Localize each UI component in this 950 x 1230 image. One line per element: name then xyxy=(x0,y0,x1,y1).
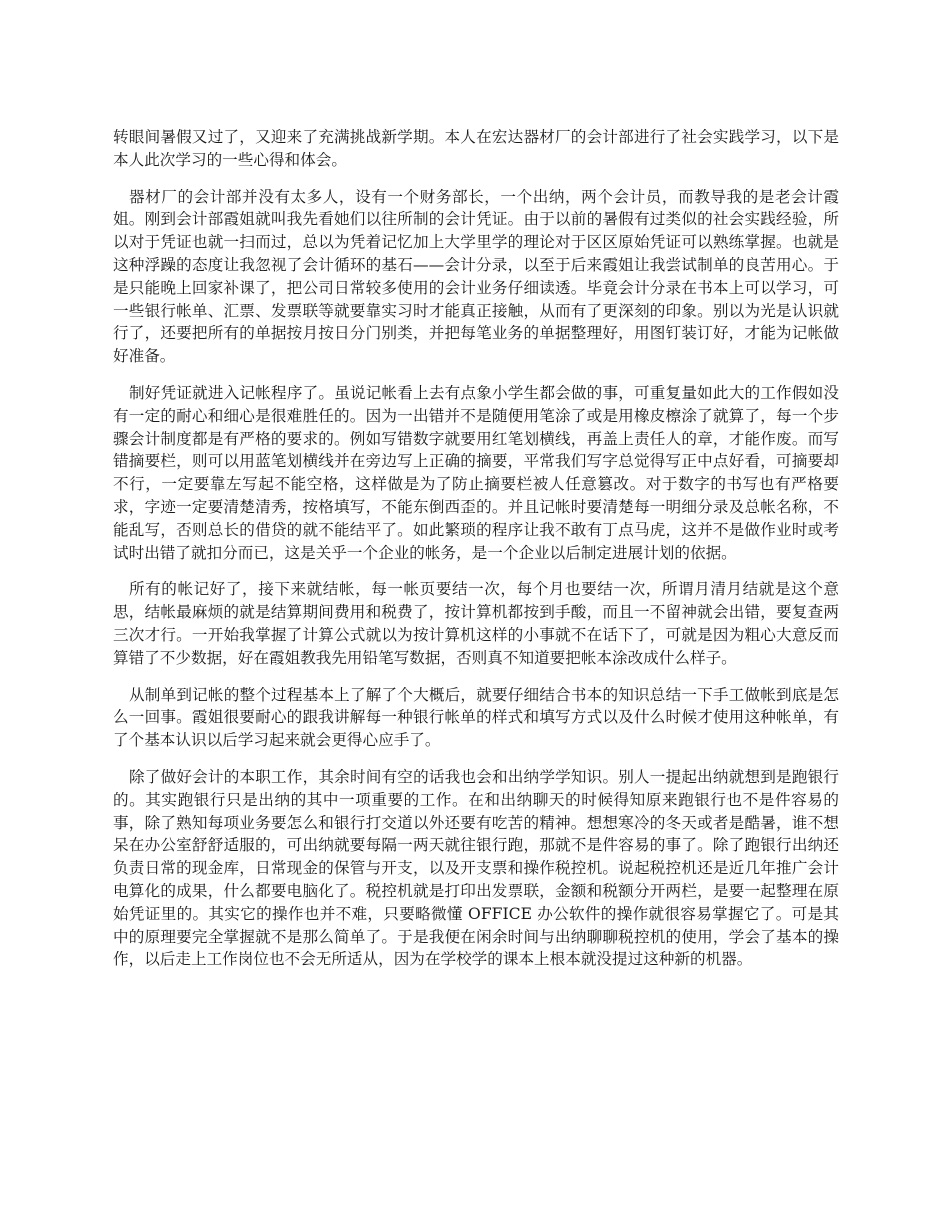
paragraph-closing-accounts: 所有的帐记好了，接下来就结帐，每一帐页要结一次，每个月也要结一次，所谓月清月结就是这个意思，结帐最麻烦的就是结算期间费用和税费了，按计算机都按到手酸，而且一不留神就会出错，要复查两三次才行。一开始我掌握了计算公式就以为按计算机这样的小事就不在话下了，可就是因为粗心大意反而算错了不少数据，好在霞姐教我先用铅笔写数据，否则真不知道要把帐本涂改成什么样子。 xyxy=(113,580,839,667)
document-body xyxy=(113,126,839,985)
paragraph-bookkeeping: 制好凭证就进入记帐程序了。虽说记帐看上去有点象小学生都会做的事，可重复量如此大的工作假如没有一定的耐心和细心是很难胜任的。因为一出错并不是随便用笔涂了或是用橡皮檫涂了就算了，每一个步骤会计制度都是有严格的要求的。例如写错数字就要用红笔划横线，再盖上责任人的章，才能作废。而写错摘要栏，则可以用蓝笔划横线并在旁边写上正确的摘要，平常我们写字总觉得写正中点好看，可摘要却不行，一定要靠左写起不能空格，这样做是为了防止摘要栏被人任意篡改。对于数字的书写也有严格要求，字迹一定要清楚清秀，按格填写，不能东倒西歪的。并且记帐时要清楚每一明细分录及总帐名称，不能乱写，否则总长的借贷的就不能结平了。如此繁琐的程序让我不敢有丁点马虎，这并不是做作业时或考试时出错了就扣分而已，这是关乎一个企业的帐务，是一个企业以后制定进展计划的依据。 xyxy=(113,383,839,562)
paragraph-cashier: 除了做好会计的本职工作，其余时间有空的话我也会和出纳学学知识。别人一提起出纳就想到是跑银行的。其实跑银行只是出纳的其中一项重要的工作。在和出纳聊天的时候得知原来跑银行也不是件容易的事，除了熟知每项业务要怎么和银行打交道以外还要有吃苦的精神。想想寒冷的冬天或者是酷暑，谁不想呆在办公室舒舒适服的，可出纳就要每隔一两天就往银行跑，那就不是件容易的事了。除了跑银行出纳还负责日常的现金库，日常现金的保管与开支，以及开支票和操作税控机。说起税控机还是近几年推广会计电算化的成果，什么都要电脑化了。税控机就是打印出发票联，金额和税额分开两栏，是要一起整理在原始凭证里的。其实它的操作也并不难，只要略微懂 OFFICE 办公软件的操作就很容易掌握它了。可是其中的原理要完全掌握就不是那么简单了。于是我便在闲余时间与出纳聊聊税控机的使用，学会了基本的操作，以后走上工作岗位也不会无所适从，因为在学校学的课本上根本就没提过这种新的机器。 xyxy=(113,767,839,969)
paragraph-summary: 从制单到记帐的整个过程基本上了解了个大概后，就要仔细结合书本的知识总结一下手工做帐到底是怎么一回事。霞姐很要耐心的跟我讲解每一种银行帐单的样式和填写方式以及什么时候才使用这种帐单，有了个基本认识以后学习起来就会更得心应手了。 xyxy=(113,685,839,750)
paragraph-intro: 转眼间暑假又过了，又迎来了充满挑战新学期。本人在宏达器材厂的会计部进行了社会实践学习，以下是本人此次学习的一些心得和体会。 xyxy=(113,128,839,169)
paragraph-accounting-department: 器材厂的会计部并没有太多人，设有一个财务部长，一个出纳，两个会计员，而教导我的是老会计霞姐。刚到会计部霞姐就叫我先看她们以往所制的会计凭证。由于以前的暑假有过类似的社会实践经验，所以对于凭证也就一扫而过，总以为凭着记忆加上大学里学的理论对于区区原始凭证可以熟练掌握。也就是这种浮躁的态度让我忽视了会计循环的基石——会计分录，以至于后来霞姐让我尝试制单的良苦用心。于是只能晚上回家补课了，把公司日常较多使用的会计业务仔细读透。毕竟会计分录在书本上可以学习，可一些银行帐单、汇票、发票联等就要靠实习时才能真正接触，从而有了更深刻的印象。别以为光是认识就行了，还要把所有的单据按月按日分门别类，并把每笔业务的单据整理好，用图钉装订好，才能为记帐做好准备。 xyxy=(113,187,839,366)
